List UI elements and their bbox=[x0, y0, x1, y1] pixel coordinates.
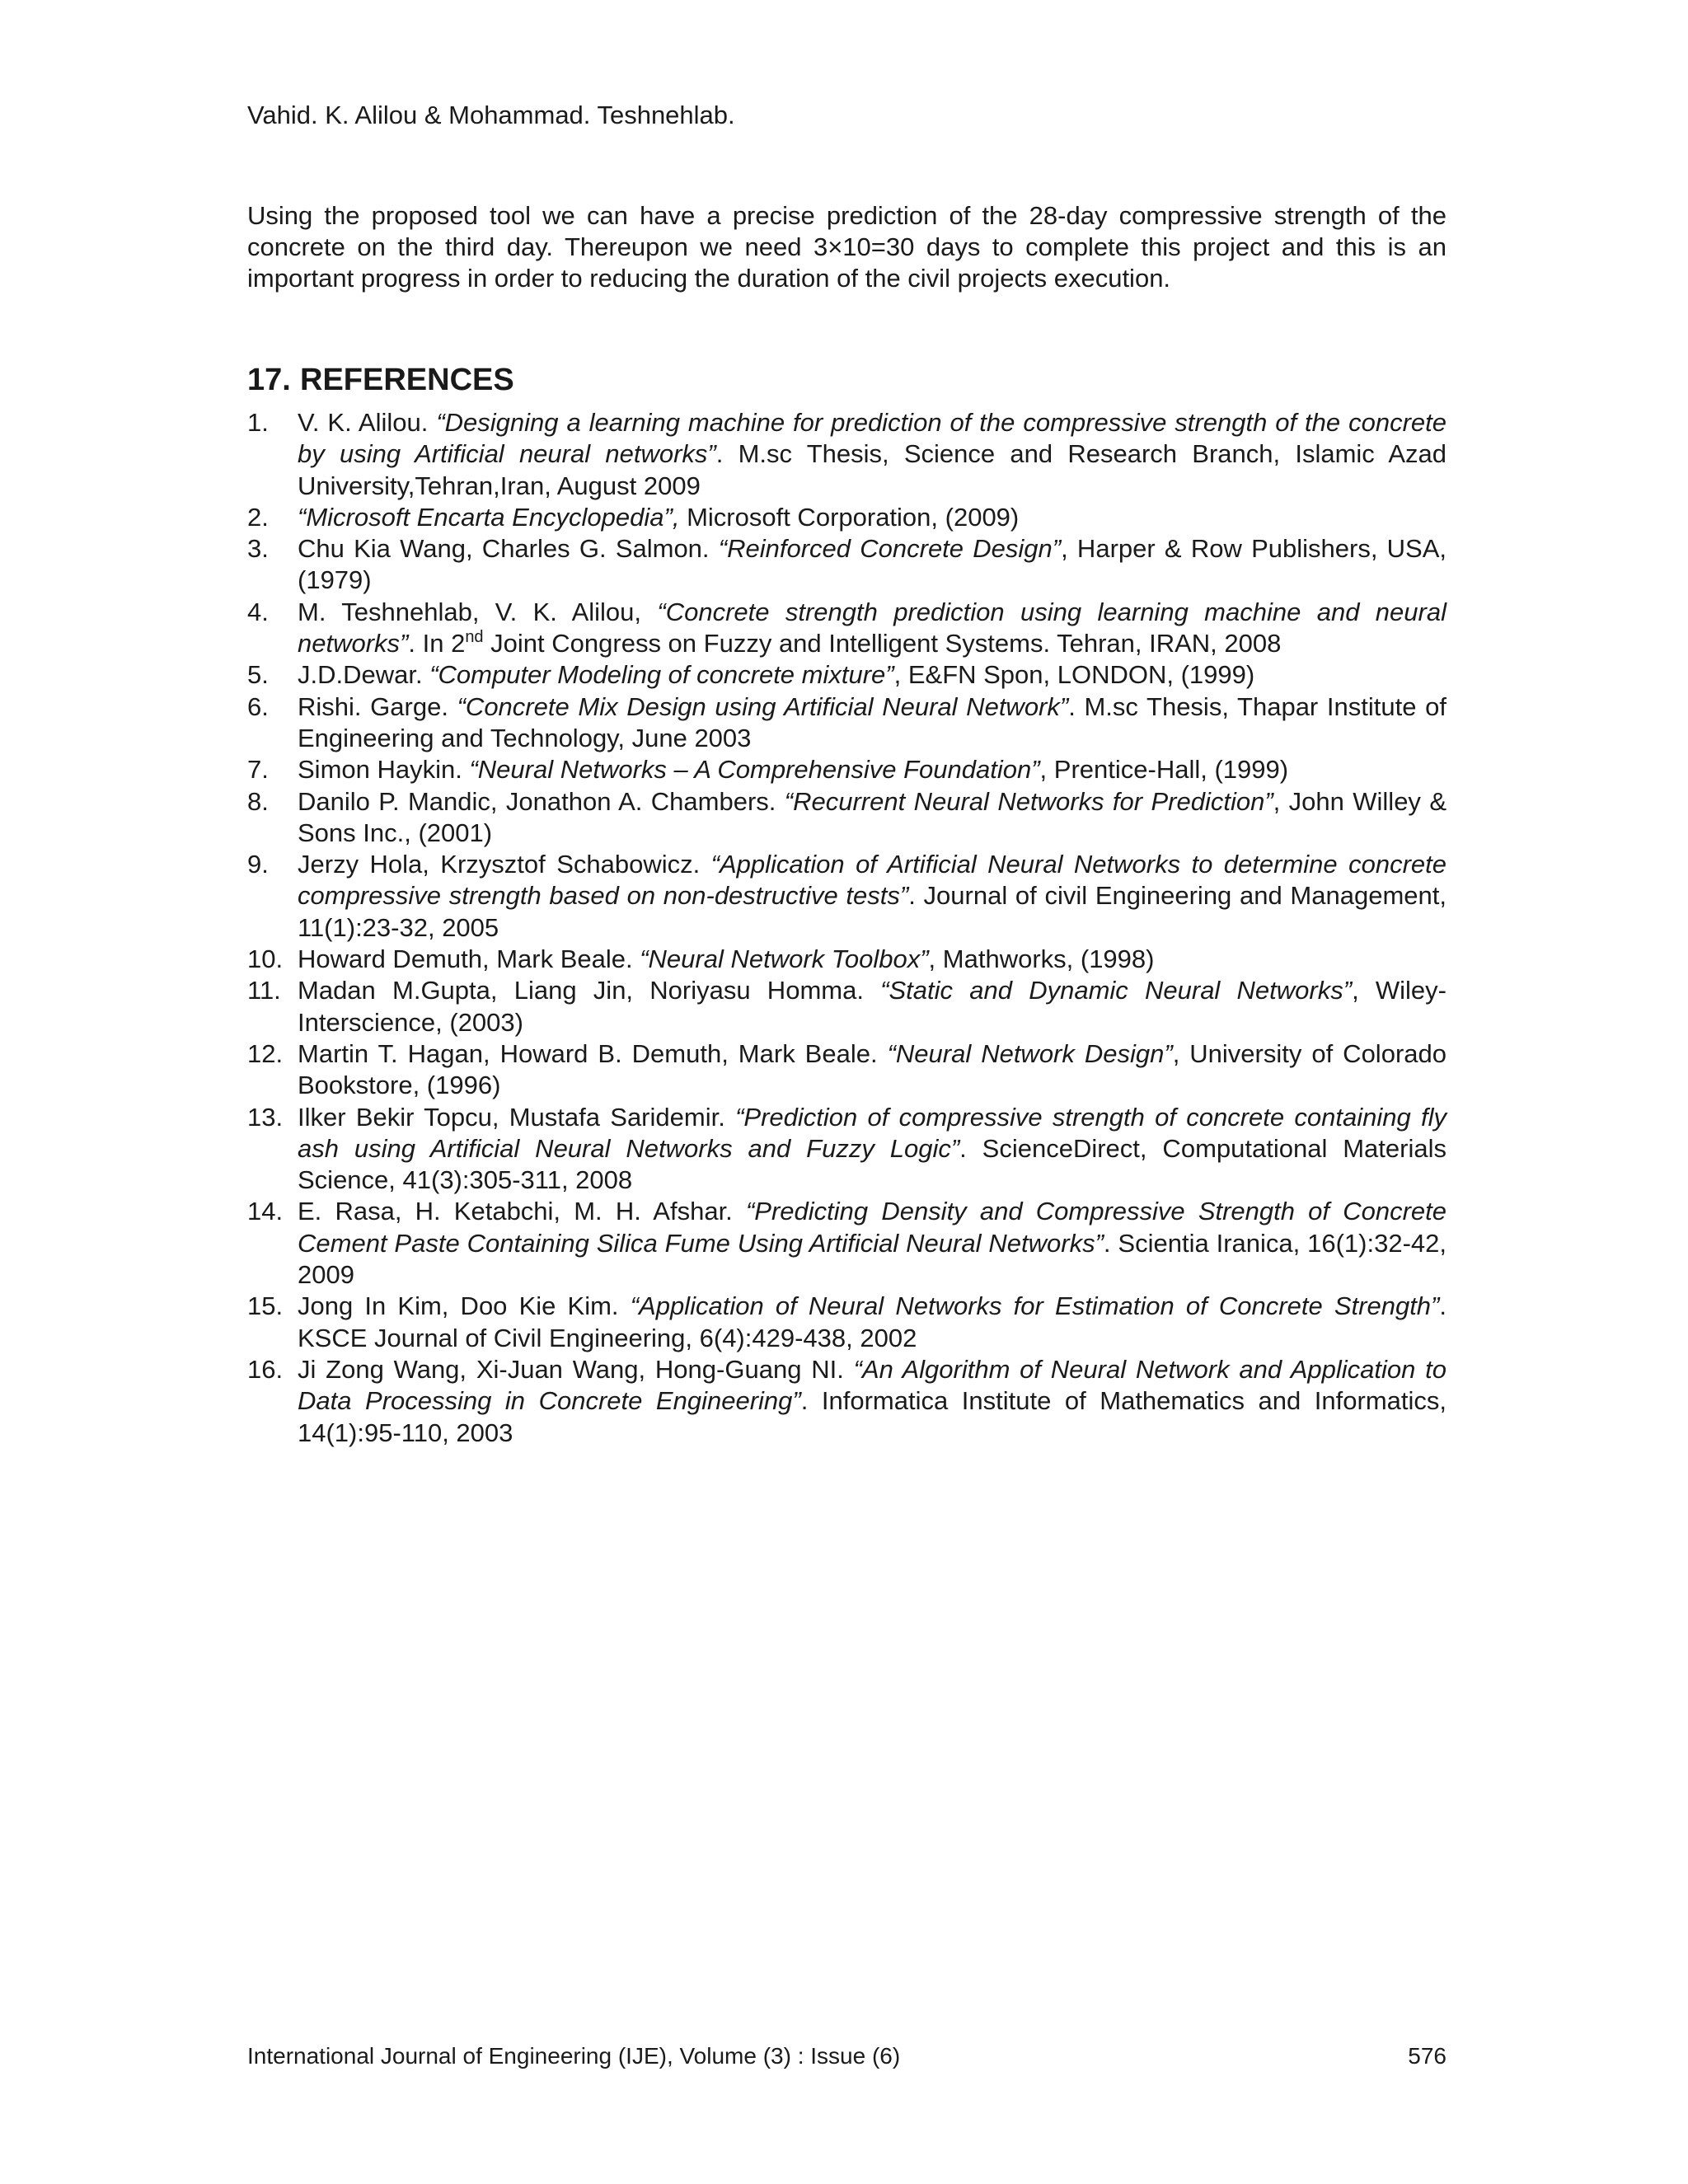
reference-number: 5. bbox=[247, 660, 269, 690]
reference-title: “Neural Network Design” bbox=[887, 1038, 1173, 1068]
reference-item bbox=[247, 1196, 1447, 1291]
journal-citation: International Journal of Engineering (IJE), Volume (3) : Issue (6) bbox=[247, 2043, 901, 2069]
section-number: 17. bbox=[247, 363, 291, 397]
reference-title: “An Algorithm of Neural Network and Application to Data Processing in Concrete Engineering” bbox=[298, 1354, 1447, 1416]
reference-item bbox=[247, 1038, 1447, 1102]
reference-number: 10. bbox=[247, 944, 284, 974]
reference-number: 3. bbox=[247, 534, 269, 564]
ordinal-superscript: nd bbox=[465, 628, 484, 647]
reference-number: 1. bbox=[247, 408, 269, 437]
reference-authors: J.D.Dewar. bbox=[298, 660, 430, 690]
reference-details: , University of Colorado Bookstore, (1996) bbox=[298, 1038, 1447, 1100]
reference-title: “Reinforced Concrete Design” bbox=[718, 534, 1062, 564]
reference-title: “Designing a learning machine for prediction of the compressive strength of the concrete by using Artificial neural networks” bbox=[298, 408, 1447, 469]
page-number: 576 bbox=[1408, 2043, 1447, 2069]
reference-details: . ScienceDirect, Computational Materials Science, 41(3):305-311, 2008 bbox=[298, 1133, 1447, 1195]
reference-item bbox=[247, 754, 1447, 785]
reference-item bbox=[247, 786, 1447, 850]
reference-number: 6. bbox=[247, 691, 269, 721]
reference-item bbox=[247, 659, 1447, 691]
reference-number: 7. bbox=[247, 755, 269, 785]
reference-list bbox=[247, 407, 1447, 1449]
conclusion-paragraph: Using the proposed tool we can have a precise prediction of the 28-day compressive strength of the concrete on the third day. Thereupon we need 3×10=30 days to complete this project and this is an important progress in order to reducing the duration of the civil projects execution. bbox=[247, 201, 1447, 293]
reference-item bbox=[247, 533, 1447, 597]
reference-title: “Prediction of compressive strength of concrete containing fly ash using Artificial Neural Networks and Fuzzy Logic” bbox=[298, 1102, 1447, 1163]
reference-title: “Application of Artificial Neural Networks to determine concrete compressive strength based on non-destructive tests” bbox=[298, 850, 1447, 911]
section-title: REFERENCES bbox=[300, 363, 514, 397]
reference-authors: Chu Kia Wang, Charles G. Salmon. bbox=[298, 534, 719, 564]
reference-item bbox=[247, 502, 1447, 533]
reference-number: 13. bbox=[247, 1102, 284, 1132]
reference-title: “Concrete Mix Design using Artificial Neural Network” bbox=[457, 691, 1069, 721]
reference-authors: Jong In Kim, Doo Kie Kim. bbox=[298, 1291, 631, 1321]
reference-details: , E&FN Spon, LONDON, (1999) bbox=[893, 660, 1255, 690]
reference-title: “Static and Dynamic Neural Networks” bbox=[880, 976, 1353, 1005]
reference-authors: V. K. Alilou. bbox=[298, 408, 437, 437]
reference-authors: Martin T. Hagan, Howard B. Demuth, Mark Beale. bbox=[298, 1038, 888, 1068]
reference-authors: Jerzy Hola, Krzysztof Schabowicz. bbox=[298, 850, 711, 879]
reference-authors: Howard Demuth, Mark Beale. bbox=[298, 944, 640, 974]
reference-item bbox=[247, 1354, 1447, 1449]
reference-title: “Neural Network Toolbox” bbox=[640, 944, 929, 974]
reference-details: , John Willey & Sons Inc., (2001) bbox=[298, 786, 1447, 847]
reference-details: . Scientia Iranica, 16(1):32-42, 2009 bbox=[298, 1228, 1447, 1290]
reference-details: , Mathworks, (1998) bbox=[928, 944, 1155, 974]
reference-item bbox=[247, 849, 1447, 944]
reference-details: Microsoft Corporation, (2009) bbox=[679, 502, 1020, 532]
reference-item bbox=[247, 944, 1447, 975]
reference-details: . M.sc Thesis, Science and Research Branch, Islamic Azad University,Tehran,Iran, August 2009 bbox=[298, 439, 1447, 500]
reference-authors: Ji Zong Wang, Xi-Juan Wang, Hong-Guang NI. bbox=[298, 1354, 854, 1384]
reference-item bbox=[247, 407, 1447, 502]
reference-number: 8. bbox=[247, 786, 269, 816]
reference-authors: Rishi. Garge. bbox=[298, 691, 457, 721]
reference-title: “Microsoft Encarta Encyclopedia”, bbox=[298, 502, 680, 532]
reference-authors: Danilo P. Mandic, Jonathon A. Chambers. bbox=[298, 786, 785, 816]
reference-authors: E. Rasa, H. Ketabchi, M. H. Afshar. bbox=[298, 1197, 746, 1226]
reference-item bbox=[247, 1102, 1447, 1197]
reference-item bbox=[247, 975, 1447, 1038]
reference-details: Joint Congress on Fuzzy and Intelligent Systems. Tehran, IRAN, 2008 bbox=[483, 629, 1282, 658]
reference-number: 11. bbox=[247, 976, 281, 1005]
reference-details-prefix: . In 2 bbox=[408, 629, 466, 658]
reference-authors: Madan M.Gupta, Liang Jin, Noriyasu Homma. bbox=[298, 976, 881, 1005]
reference-details: . Journal of civil Engineering and Management, 11(1):23-32, 2005 bbox=[298, 881, 1447, 942]
reference-authors: M. Teshnehlab, V. K. Alilou, bbox=[298, 597, 658, 626]
reference-number: 2. bbox=[247, 502, 269, 532]
reference-number: 12. bbox=[247, 1038, 284, 1068]
reference-title: “Application of Neural Networks for Estimation of Concrete Strength” bbox=[630, 1291, 1440, 1321]
reference-authors: Ilker Bekir Topcu, Mustafa Saridemir. bbox=[298, 1102, 736, 1132]
reference-number: 4. bbox=[247, 597, 269, 626]
reference-details: , Wiley-Interscience, (2003) bbox=[298, 976, 1447, 1037]
reference-title: “Recurrent Neural Networks for Prediction” bbox=[784, 786, 1273, 816]
reference-number: 15. bbox=[247, 1291, 284, 1321]
reference-details: . KSCE Journal of Civil Engineering, 6(4):429-438, 2002 bbox=[298, 1291, 1447, 1352]
reference-authors: Simon Haykin. bbox=[298, 755, 470, 785]
reference-item bbox=[247, 597, 1447, 660]
reference-title: “Neural Networks – A Comprehensive Foundation” bbox=[469, 755, 1040, 785]
reference-title: “Concrete strength prediction using learning machine and neural networks” bbox=[298, 597, 1447, 658]
reference-details: , Harper & Row Publishers, USA, (1979) bbox=[298, 534, 1447, 595]
running-header: Vahid. K. Alilou & Mohammad. Teshnehlab. bbox=[247, 101, 735, 129]
reference-details: . Informatica Institute of Mathematics and Informatics, 14(1):95-110, 2003 bbox=[298, 1386, 1447, 1447]
reference-number: 14. bbox=[247, 1197, 284, 1226]
page-footer bbox=[247, 2041, 1447, 2071]
reference-item bbox=[247, 691, 1447, 755]
reference-details: , Prentice-Hall, (1999) bbox=[1039, 755, 1289, 785]
reference-title: “Predicting Density and Compressive Strength of Concrete Cement Paste Containing Silica Fume Using Artificial Neural Networks” bbox=[298, 1197, 1447, 1258]
reference-item bbox=[247, 1291, 1447, 1354]
reference-number: 9. bbox=[247, 850, 269, 879]
reference-number: 16. bbox=[247, 1354, 284, 1384]
section-heading bbox=[247, 361, 514, 399]
reference-details: . M.sc Thesis, Thapar Institute of Engineering and Technology, June 2003 bbox=[298, 691, 1447, 752]
reference-title: “Computer Modeling of concrete mixture” bbox=[429, 660, 894, 690]
